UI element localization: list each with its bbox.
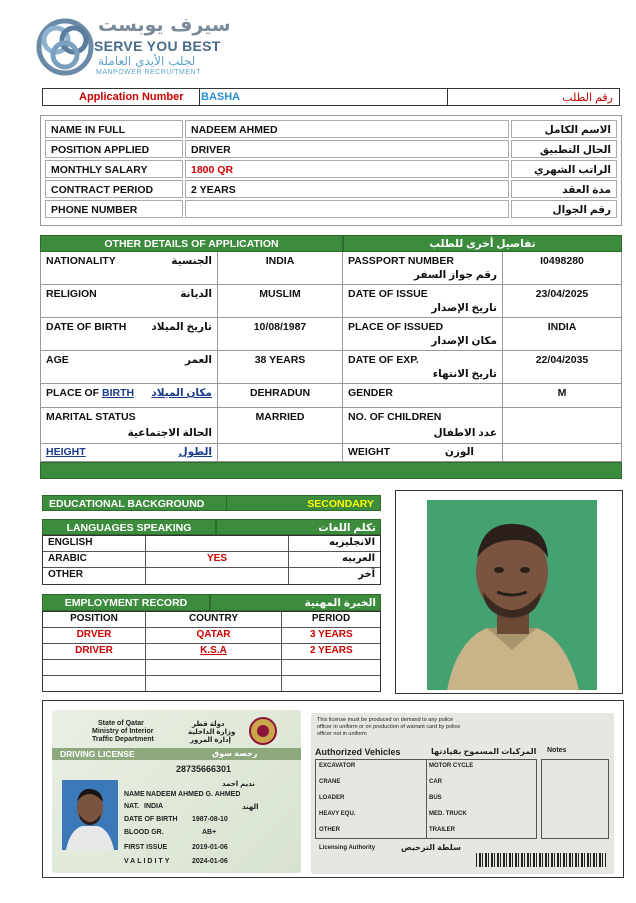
row-label-arabic: مكان الإصدار bbox=[431, 335, 497, 347]
license-validity-label: VALIDITY bbox=[124, 858, 172, 865]
license-title: DRIVING LICENSE bbox=[60, 749, 135, 759]
row-label-arabic: الحالة الاجتماعية bbox=[127, 427, 212, 439]
vehicle-category: EXCAVATOR bbox=[319, 763, 356, 769]
license-nat-label: NAT. bbox=[124, 803, 140, 810]
table-row bbox=[43, 536, 380, 552]
field-label: POSITION APPLIED bbox=[45, 140, 183, 158]
license-name-ar: نديم احمد bbox=[222, 781, 255, 788]
logo-english-sub: MANPOWER RECRUITMENT bbox=[96, 69, 201, 76]
employment-period bbox=[282, 676, 380, 691]
license-state-ar: دولة قطر bbox=[192, 721, 225, 728]
table-row bbox=[45, 140, 617, 160]
details-footer-bar bbox=[40, 462, 622, 479]
column-header: COUNTRY bbox=[146, 612, 282, 627]
table-row bbox=[43, 628, 380, 644]
application-number-arabic: رقم الطلب bbox=[562, 92, 613, 104]
field-label: PHONE NUMBER bbox=[45, 200, 183, 218]
employment-period: 2 YEARS bbox=[310, 645, 353, 656]
field-label: NAME IN FULL bbox=[45, 120, 183, 138]
language-name-arabic: العربيه bbox=[342, 553, 375, 564]
row-label-arabic: تاريخ الانتهاء bbox=[432, 368, 497, 380]
license-authorized: Authorized Vehicles bbox=[315, 747, 401, 757]
table-header-row bbox=[43, 612, 380, 628]
row-label-arabic: الطول bbox=[178, 446, 212, 458]
application-number-value: BASHA bbox=[201, 91, 241, 103]
license-front bbox=[52, 710, 301, 873]
row-label-arabic: تاريخ الإصدار bbox=[431, 302, 497, 314]
logo-knot-icon bbox=[36, 18, 94, 76]
row-value: INDIA bbox=[265, 255, 295, 267]
table-row bbox=[40, 318, 622, 351]
row-label: PLACE OF ISSUED bbox=[348, 321, 444, 333]
field-label-arabic: مدة العقد bbox=[511, 180, 617, 198]
vehicle-category: TRAILER bbox=[429, 827, 455, 833]
field-value bbox=[185, 200, 509, 218]
company-logo bbox=[36, 14, 236, 80]
row-label-arabic: العمر bbox=[184, 354, 212, 366]
vehicle-category: MOTOR CYCLE bbox=[429, 763, 474, 769]
field-value: NADEEM AHMED bbox=[185, 120, 509, 138]
table-row bbox=[45, 200, 617, 220]
employment-country bbox=[146, 676, 282, 691]
license-issue-label: FIRST ISSUE bbox=[124, 844, 168, 851]
language-value bbox=[146, 536, 289, 551]
field-value: 2 YEARS bbox=[185, 180, 509, 198]
barcode bbox=[476, 853, 606, 867]
languages-header-en: LANGUAGES SPEAKING bbox=[42, 519, 216, 535]
license-ministry: Ministry of Interior bbox=[92, 728, 154, 735]
logo-arabic-name: سيرف يوبست bbox=[98, 14, 231, 36]
other-details-table bbox=[40, 235, 622, 479]
license-dept-ar: إدارة المرور bbox=[190, 737, 231, 744]
employment-period bbox=[282, 660, 380, 675]
license-authorized-ar: المركبات المسموح بقيادتها bbox=[431, 747, 537, 756]
row-label-arabic: الديانة bbox=[180, 288, 212, 300]
row-label: MARITAL STATUS bbox=[46, 411, 136, 423]
row-value: MARRIED bbox=[255, 411, 305, 423]
table-row bbox=[43, 644, 380, 660]
vehicle-category: BUS bbox=[429, 795, 442, 801]
license-title-ar: رخصة سوق bbox=[212, 749, 258, 758]
table-row bbox=[40, 252, 622, 285]
employment-header-en: EMPLOYMENT RECORD bbox=[42, 594, 210, 611]
languages-header-ar: تكلم اللغات bbox=[216, 519, 381, 535]
license-validity: 2024-01-06 bbox=[192, 858, 228, 865]
employment-position: DRIVER bbox=[43, 644, 146, 659]
row-label: PLACE OF bbox=[46, 387, 103, 399]
license-dob-label: DATE OF BIRTH bbox=[124, 816, 178, 823]
row-label: DATE OF BIRTH bbox=[46, 321, 127, 333]
license-dept: Traffic Department bbox=[92, 736, 154, 743]
employment-period: 3 YEARS bbox=[310, 629, 353, 640]
license-blood: AB+ bbox=[202, 829, 217, 836]
employment-country bbox=[146, 660, 282, 675]
license-number: 28735666301 bbox=[176, 764, 232, 774]
row-value: 10/08/1987 bbox=[253, 321, 307, 333]
vehicle-category: MED. TRUCK bbox=[429, 811, 467, 817]
license-blood-label: BLOOD GR. bbox=[124, 829, 164, 836]
row-value: M bbox=[557, 387, 567, 399]
application-number-label: Application Number bbox=[79, 91, 184, 103]
language-name: OTHER bbox=[43, 568, 146, 584]
field-label-arabic: الاسم الكامل bbox=[511, 120, 617, 138]
license-photo bbox=[62, 780, 118, 850]
salary-value: 1800 QR bbox=[185, 160, 509, 178]
row-label: WEIGHT bbox=[348, 446, 390, 458]
employment-country: QATAR bbox=[146, 628, 282, 643]
column-header: POSITION bbox=[43, 612, 146, 627]
license-nat-ar: الهند bbox=[242, 804, 259, 811]
row-value: DEHRADUN bbox=[249, 387, 311, 399]
table-row bbox=[43, 660, 380, 676]
field-value: DRIVER bbox=[185, 140, 509, 158]
license-name: NADEEM AHMED G. AHMED bbox=[146, 791, 241, 798]
row-label-arabic: الجنسية bbox=[171, 255, 212, 267]
employment-position bbox=[43, 676, 146, 691]
table-row bbox=[43, 568, 380, 584]
qatar-emblem-icon bbox=[248, 716, 278, 746]
license-authority: Licensing Authority bbox=[319, 845, 376, 851]
education-value: SECONDARY bbox=[226, 495, 381, 511]
column-header: PERIOD bbox=[311, 613, 351, 624]
details-header-en: OTHER DETAILS OF APPLICATION bbox=[40, 235, 343, 252]
row-label: DATE OF ISSUE bbox=[348, 288, 428, 300]
vehicle-category: HEAVY EQU. bbox=[319, 811, 356, 817]
table-row bbox=[40, 384, 622, 408]
row-label: HEIGHT bbox=[46, 446, 86, 458]
applicant-photo-frame bbox=[395, 490, 623, 694]
application-number-bar bbox=[42, 88, 620, 106]
row-label: GENDER bbox=[348, 387, 393, 399]
table-row bbox=[45, 180, 617, 200]
vehicle-category: CRANE bbox=[319, 779, 341, 785]
employment-header-ar: الخبرة المهنية bbox=[210, 594, 381, 611]
license-notes: Notes bbox=[547, 747, 567, 754]
notes-box bbox=[541, 759, 609, 839]
row-label-arabic: عدد الاطفال bbox=[433, 427, 497, 439]
row-value: I0498280 bbox=[540, 255, 584, 267]
license-back bbox=[311, 713, 614, 874]
language-value bbox=[146, 568, 289, 584]
employment-country: K.S.A bbox=[146, 644, 282, 659]
row-label: PASSPORT NUMBER bbox=[348, 255, 454, 267]
vehicle-category: CAR bbox=[429, 779, 442, 785]
row-label-arabic: الوزن bbox=[444, 446, 474, 458]
license-issue: 2019-01-06 bbox=[192, 844, 228, 851]
language-value: YES bbox=[146, 552, 289, 567]
applicant-photo bbox=[427, 500, 597, 690]
license-authority-ar: سلطة الترخيص bbox=[401, 843, 461, 852]
table-row bbox=[43, 676, 380, 691]
employment-position bbox=[43, 660, 146, 675]
language-name-arabic: الانجليزيه bbox=[328, 537, 375, 548]
language-name: ARABIC bbox=[43, 552, 146, 567]
license-ministry-ar: وزارة الداخلية bbox=[188, 729, 236, 736]
row-label: AGE bbox=[46, 354, 69, 366]
details-header-ar: تفاصيل أخرى للطلب bbox=[343, 235, 622, 252]
languages-table bbox=[42, 535, 381, 585]
language-name: ENGLISH bbox=[43, 536, 146, 551]
row-label: NO. OF CHILDREN bbox=[348, 411, 442, 423]
row-value: INDIA bbox=[547, 321, 577, 333]
row-value: MUSLIM bbox=[259, 288, 301, 300]
field-label: MONTHLY SALARY bbox=[45, 160, 183, 178]
row-label: DATE OF EXP. bbox=[348, 354, 419, 366]
row-label-arabic: تاريخ الميلاد bbox=[151, 321, 212, 333]
row-label: RELIGION bbox=[46, 288, 97, 300]
row-value: 22/04/2035 bbox=[535, 354, 589, 366]
education-label: EDUCATIONAL BACKGROUND bbox=[42, 495, 227, 511]
field-label: CONTRACT PERIOD bbox=[45, 180, 183, 198]
table-row bbox=[45, 120, 617, 140]
field-label-arabic: الراتب الشهري bbox=[511, 160, 617, 178]
employment-table bbox=[42, 611, 381, 692]
table-row bbox=[40, 285, 622, 318]
table-row bbox=[43, 552, 380, 568]
vehicle-category: OTHER bbox=[319, 827, 340, 833]
row-label-arabic: رقم جواز السفر bbox=[413, 269, 497, 281]
driving-license-frame bbox=[42, 700, 624, 878]
logo-english-name: SERVE YOU BEST bbox=[94, 38, 221, 54]
vehicle-category: LOADER bbox=[319, 795, 345, 801]
table-row bbox=[40, 408, 622, 444]
field-label-arabic: الحال التطبيق bbox=[511, 140, 617, 158]
personal-info-table bbox=[40, 115, 622, 226]
license-state: State of Qatar bbox=[98, 720, 144, 727]
table-row bbox=[40, 351, 622, 384]
vehicle-category-grid bbox=[315, 759, 537, 839]
logo-arabic-sub: لجلب الأيدي العاملة bbox=[98, 54, 196, 68]
row-label-underlined: BIRTH bbox=[102, 387, 135, 399]
table-row bbox=[40, 444, 622, 462]
language-name-arabic: آخر bbox=[358, 569, 375, 580]
row-label-arabic: مكان الميلاد bbox=[151, 387, 212, 399]
employment-position: DRVER bbox=[43, 628, 146, 643]
field-label-arabic: رقم الجوال bbox=[511, 200, 617, 218]
row-label: NATIONALITY bbox=[46, 255, 116, 267]
license-name-label: NAME bbox=[124, 791, 145, 798]
row-value: 23/04/2025 bbox=[535, 288, 589, 300]
table-row bbox=[45, 160, 617, 180]
row-value: 38 YEARS bbox=[254, 354, 306, 366]
license-back-note: This license must be produced on demand to any police officer in uniform or on production of warrant card by police officer not in uniform bbox=[317, 717, 461, 737]
license-nat: INDIA bbox=[144, 803, 164, 810]
license-dob: 1987-08-10 bbox=[192, 816, 228, 823]
